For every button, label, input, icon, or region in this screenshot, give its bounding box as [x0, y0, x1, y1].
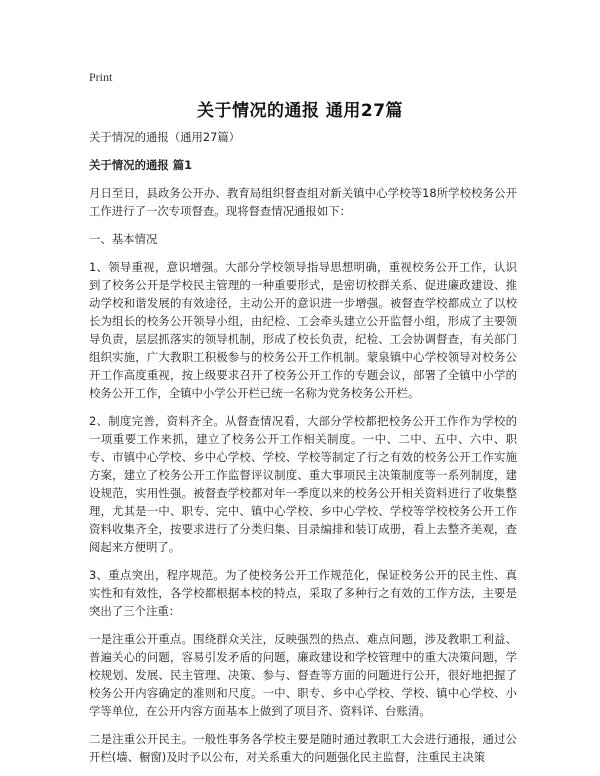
print-link[interactable]: Print — [89, 70, 113, 84]
paragraph-intro: 月日至日，县政务公开办、教育局组织督查组对新关镇中心学校等18所学校校务公开工作进行了一次专项督查。现将督查情况通报如下： — [89, 186, 517, 218]
section-heading: 关于情况的通报 篇1 — [89, 158, 193, 172]
paragraph-leadership: 1、领导重视，意识增强。大部分学校领导指导思想明确，重视校务公开工作，认识到了校务公开是学校民主管理的一种重要形式，是密切校群关系、促进廉政建设、推动学校和谐发展的有效途径，主动公开的意识进一步增强。被督查学校都成立了以校长为组长的校务公开领导小组，由纪检、工会牵头建立公开监督小组，形成了主要领导负责，层层抓落实的领导机制，形成了校长负责，纪检、工会协调督查，有关部门组织实施，广大教职工积极参与的校务公开工作机制。蒙泉镇中心学校领导对校务公开工作高度重视，按上级要求召开了校务公开工作的专题会议，部署了全镇中小学的校务公开工作，全镇中小学公开栏已统一名称为党务校务公开栏。 — [89, 260, 517, 400]
document-body — [89, 128, 517, 776]
paragraph-democracy: 二是注重公开民主。一般性事务各学校主要是随时通过教职工大会进行通报，通过公开栏(墙、橱窗)及时予以公布，对关系重大的问题强化民主监督，注重民主决策 — [89, 732, 517, 764]
paragraph-focus: 3、重点突出，程序规范。为了使校务公开工作规范化，保证校务公开的民主性、真实性和有效性，各学校都根据本校的特点，采取了多种行之有效的工作方法，主要是突出了三个注重： — [89, 568, 517, 618]
page-title: 关于情况的通报 通用27篇 — [196, 101, 404, 121]
paragraph-basic-situation: 一、基本情况 — [89, 232, 158, 246]
paragraph-systems: 2、制度完善，资料齐全。从督查情况看，大部分学校都把校务公开工作作为学校的一项重要工作来抓，建立了校务公开工作相关制度。一中、二中、五中、六中、职专、市镇中心学校、乡中心学校、学校、学校等制定了行之有效的校务公开工作实施方案，建立了校务公开工作监督评议制度、重大事项民主决策制度等一系列制度，建设规范，实用性强。被督查学校都对年一季度以来的校务公开相关资料进行了收集整理，尤其是一中、职专、完中、镇中心学校、乡中心学校、学校等学校校务公开工作资料收集齐全，按要求进行了分类归集、目录编排和装订成册，看上去整齐美观，查阅起来方便明了。 — [89, 414, 517, 554]
paragraph-key-points: 一是注重公开重点。围绕群众关注，反映强烈的热点、难点问题，涉及教职工利益、普遍关心的问题，容易引发矛盾的问题，廉政建设和学校管理中的重大决策问题，学校规划、发展、民主管理、决策、参与、督查等方面的问题进行公开，很好地把握了校务公开内容确定的准则和尺度。一中、职专、乡中心学校、学校、镇中心学校、小学等单位，在公开内容方面基本上做到了项目齐、资料详、台账清。 — [89, 632, 517, 718]
document-subtitle: 关于情况的通报（通用27篇） — [89, 130, 241, 144]
